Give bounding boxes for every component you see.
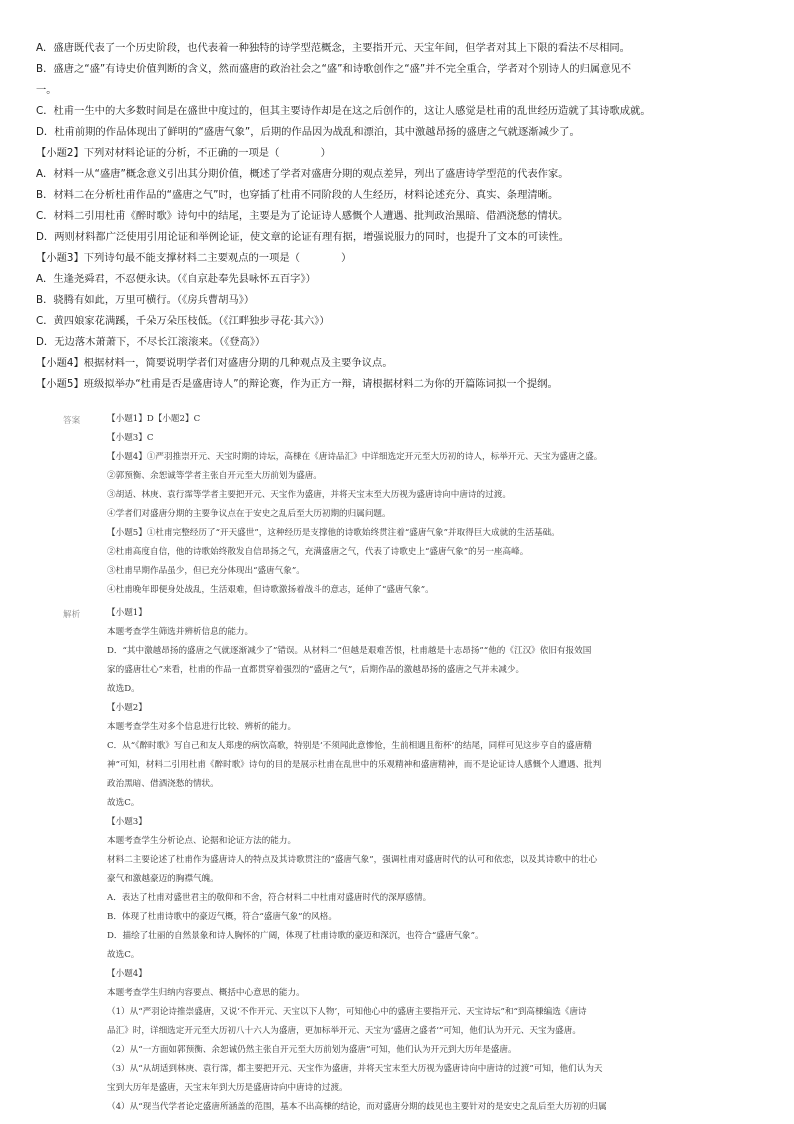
analysis-line: 【小题3】 bbox=[107, 817, 147, 827]
q3-option-d: D．无边落木萧萧下，不尽长江滚滚来。（《登高》） bbox=[36, 336, 266, 348]
answer-line: ③胡适、林庚、袁行霈等学者主要把开元、天宝作为盛唐，并将天宝末至大历视为盛唐诗向中唐诗的过渡。 bbox=[107, 490, 511, 500]
analysis-line: 故选D。 bbox=[107, 684, 140, 694]
analysis-line: 品汇》时，详细选定开元至大历初八十六人为盛唐，更加标举开元、天宝为‘盛唐之盛者’”可知，他们认为开元、天宝为盛唐。 bbox=[107, 1026, 581, 1036]
answer-line: ②郭预衡、余恕诚等学者主张自开元至大历前划为盛唐。 bbox=[107, 471, 322, 481]
answer-line: ③杜甫早期作品虽少，但已充分体现出“盛唐气象”。 bbox=[107, 566, 305, 576]
q3-option-b: B．骁腾有如此，万里可横行。（《房兵曹胡马》） bbox=[36, 294, 255, 306]
analysis-line: （2）从“一方面如郭预衡、余恕诚仍然主张自开元至大历前划为盛唐”可知，他们认为开元到大历年是盛唐。 bbox=[107, 1045, 517, 1055]
question-3-heading: 【小题3】下列诗句最不能支撑材料二主要观点的一项是（ ） bbox=[36, 252, 352, 264]
q2-option-a: A．材料一从“盛唐”概念意义引出其分期价值，概述了学者对盛唐分期的观点差异，列出了盛唐诗学型范的代表作家。 bbox=[36, 168, 569, 180]
answer-line: 【小题1】D【小题2】C bbox=[107, 414, 201, 424]
analysis-line: 政治黑暗、借酒浇愁的情状。 bbox=[107, 779, 219, 789]
analysis-line: 材料二主要论述了杜甫作为盛唐诗人的特点及其诗歌贯注的“盛唐气象”，强调杜甫对盛唐时代的认可和依恋，以及其诗歌中的壮心 bbox=[107, 855, 598, 865]
answer-line: ④杜甫晚年即便身处战乱，生活艰难，但诗歌激扬着战斗的意志，延伸了“盛唐气象”。 bbox=[107, 585, 434, 595]
analysis-line: B．体现了杜甫诗歌中的豪迈气概，符合“盛唐气象”的风格。 bbox=[107, 912, 337, 922]
answer-line: 【小题5】①杜甫完整经历了“开天盛世”，这种经历是支撑他的诗歌始终贯注着“盛唐气象”并取得巨大成就的生活基础。 bbox=[107, 528, 560, 538]
answer-line: ④学者们对盛唐分期的主要争议点在于安史之乱后至大历初期的归属问题。 bbox=[107, 509, 391, 519]
analysis-line: 【小题1】 bbox=[107, 608, 147, 618]
analysis-line: 家的盛唐壮心”来看，杜甫的作品一直都贯穿着强烈的“盛唐之气”，后期作品的激越昂扬的盛唐之气并未减少。 bbox=[107, 665, 525, 675]
analysis-line: 本题考查学生归纳内容要点、概括中心意思的能力。 bbox=[107, 988, 305, 998]
question-2-heading: 【小题2】下列对材料论证的分析，不正确的一项是（ ） bbox=[36, 147, 331, 159]
analysis-label: 解析 bbox=[63, 610, 81, 620]
answer-label: 答案 bbox=[63, 416, 81, 426]
option-b: B．盛唐之“盛”有诗史价值判断的含义，然而盛唐的政治社会之“盛”和诗歌创作之“盛”并不完全重合，学者对个别诗人的归属意见不 bbox=[36, 63, 632, 75]
option-c: C．杜甫一生中的大多数时间是在盛世中度过的，但其主要诗作却是在这之后创作的，这让人感觉是杜甫的乱世经历造就了其诗歌成就。 bbox=[36, 105, 651, 117]
analysis-line: 本题考查学生对多个信息进行比较、辨析的能力。 bbox=[107, 722, 297, 732]
analysis-line: （4）从“现当代学者论定盛唐所涵盖的范围，基本不出高棅的结论，而对盛唐分期的歧见也主要针对的是安史之乱后至大历初的归属 bbox=[107, 1102, 607, 1112]
q2-option-c: C．材料二引用杜甫《醉时歌》诗句中的结尾，主要是为了论证诗人感慨个人遭遇、批判政治黑暗、借酒浇愁的情状。 bbox=[36, 210, 569, 222]
option-b-continued: 一。 bbox=[36, 84, 57, 96]
analysis-line: 本题考查学生分析论点、论据和论证方法的能力。 bbox=[107, 836, 297, 846]
analysis-line: A．表达了杜甫对盛世君主的敬仰和不舍，符合材料二中杜甫对盛唐时代的深厚感情。 bbox=[107, 893, 432, 903]
analysis-line: 故选C。 bbox=[107, 950, 140, 960]
q2-option-d: D．两则材料都广泛使用引用论证和举例论证，使文章的论证有理有据，增强说服力的同时，也提升了文本的可读性。 bbox=[36, 231, 570, 243]
answer-line: 【小题3】C bbox=[107, 433, 154, 443]
option-d: D．杜甫前期的作品体现出了鲜明的“盛唐气象”，后期的作品因为战乱和漂泊，其中激越昂扬的盛唐之气就逐渐减少了。 bbox=[36, 126, 580, 138]
option-a: A．盛唐既代表了一个历史阶段，也代表着一种独特的诗学型范概念，主要指开元、天宝年间，但学者对其上下限的看法不尽相同。 bbox=[36, 42, 630, 54]
analysis-line: 本题考查学生筛选并辨析信息的能力。 bbox=[107, 627, 254, 637]
answer-line: 【小题4】①严羽推崇开元、天宝时期的诗坛，高棅在《唐诗品汇》中详细选定开元至大历初的诗人，标举开元、天宝为盛唐之盛。 bbox=[107, 452, 603, 462]
analysis-line: C．从“《醉时歌》写自己和友人郑虔的病饮高歌，特别是‘不须闻此意惨怆，生前相遇且衔杯’的结尾，同样可见这步亨自的盛唐精 bbox=[107, 741, 592, 751]
answer-line: ②杜甫高度自信，他的诗歌始终散发自信昂扬之气，充满盛唐之气，代表了诗歌史上“盛唐气象”的另一座高峰。 bbox=[107, 547, 529, 557]
question-5-heading: 【小题5】班级拟举办“杜甫是否是盛唐诗人”的辩论赛，作为正方一辩，请根据材料二为你的开篇陈词拟一个提纲。 bbox=[36, 378, 558, 390]
analysis-line: 故选C。 bbox=[107, 798, 140, 808]
analysis-line: 【小题4】 bbox=[107, 969, 147, 979]
analysis-line: D．“其中激越昂扬的盛唐之气就逐渐减少了”错误。从材料二“但越是艰难苦恨，杜甫越是十志昂扬”“他的《江汉》依旧有报效国 bbox=[107, 646, 592, 656]
analysis-line: D．描绘了壮丽的自然景象和诗人胸怀的广阔，体现了杜甫诗歌的豪迈和深沉，也符合“盛唐气象”。 bbox=[107, 931, 484, 941]
analysis-line: 【小题2】 bbox=[107, 703, 147, 713]
q3-option-c: C．黄四娘家花满蹊，千朵万朵压枝低。（《江畔独步寻花·其六》） bbox=[36, 315, 330, 327]
analysis-line: 宝到大历年是盛唐，天宝末年到大历是盛唐诗向中唐诗的过渡。 bbox=[107, 1083, 348, 1093]
question-4-heading: 【小题4】根据材料一，简要说明学者们对盛唐分期的几种观点及主要争议点。 bbox=[36, 357, 393, 369]
q3-option-a: A．生逢尧舜君，不忍便永诀。（《自京赴奉先县咏怀五百字》） bbox=[36, 273, 316, 285]
analysis-line: （3）从“从胡适到林庚、袁行霈，都主要把开元、天宝作为盛唐，并将天宝末至大历视为盛唐诗向中唐诗的过渡”可知，他们认为天 bbox=[107, 1064, 603, 1074]
q2-option-b: B．材料二在分析杜甫作品的“盛唐之气”时，也穿插了杜甫不同阶段的人生经历，材料论述充分、真实、条理清晰。 bbox=[36, 189, 559, 201]
analysis-line: （1）从“严羽论诗推崇盛唐，又说‘不作开元、天宝以下人物’，可知他心中的盛唐主要指开元、天宝诗坛”和“到高棅编选《唐诗 bbox=[107, 1007, 587, 1017]
analysis-line: 豪气和激越豪迈的胸襟气魄。 bbox=[107, 874, 219, 884]
analysis-line: 神”可知，材料二引用杜甫《醉时歌》诗句的目的是展示杜甫在乱世中的乐观精神和盛唐精神，而不是论证诗人感慨个人遭遇、批判 bbox=[107, 760, 602, 770]
